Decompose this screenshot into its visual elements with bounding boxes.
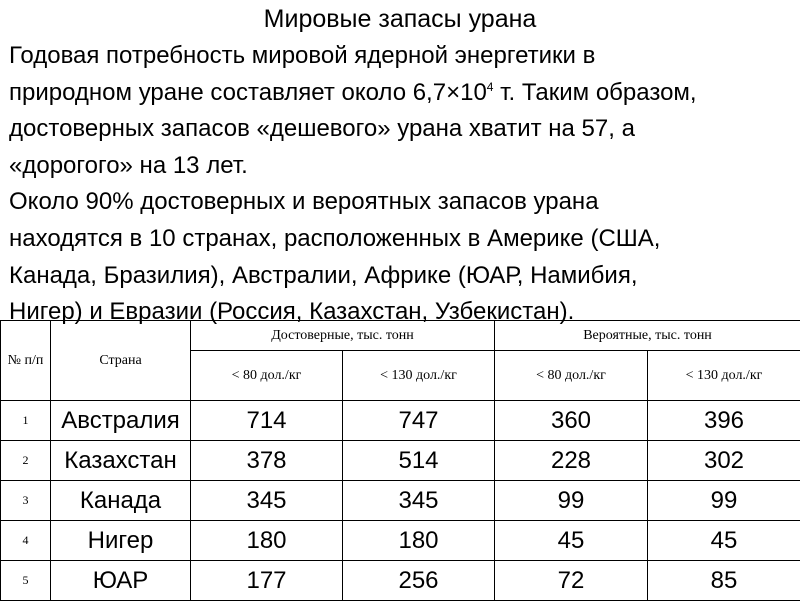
row-number: 1	[1, 401, 51, 441]
probable-under-80-value: 360	[495, 401, 648, 441]
paragraph-1-line-2	[9, 75, 799, 112]
paragraph-1-line-3: достоверных запасов «дешевого» урана хватит на 57, а	[9, 111, 799, 148]
probable-under-80-value: 45	[495, 521, 648, 561]
probable-under-80-value: 228	[495, 441, 648, 481]
country-name: ЮАР	[51, 561, 191, 601]
paragraph-1-line-1: Годовая потребность мировой ядерной энергетики в	[9, 38, 799, 75]
probable-under-130-value: 45	[648, 521, 800, 561]
paragraph-2-line-1: Около 90% достоверных и вероятных запасов урана	[9, 184, 799, 221]
proven-under-80-value: 378	[191, 441, 343, 481]
row-number: 3	[1, 481, 51, 521]
proven-under-80-value: 714	[191, 401, 343, 441]
header-number: № п/п	[1, 321, 51, 401]
line-2-after: т. Таким образом,	[493, 79, 696, 106]
paragraph-1-line-4: «дорогого» на 13 лет.	[9, 148, 799, 185]
header-probable-under-80: < 80 дол./кг	[495, 351, 648, 401]
country-name: Австралия	[51, 401, 191, 441]
probable-under-130-value: 85	[648, 561, 800, 601]
probable-under-80-value: 99	[495, 481, 648, 521]
probable-under-130-value: 396	[648, 401, 800, 441]
row-number: 5	[1, 561, 51, 601]
paragraph-2-line-4: Нигер) и Евразии (Россия, Казахстан, Узбекистан).	[9, 294, 799, 331]
paragraph-2-line-3: Канада, Бразилия), Австралии, Африке (ЮАР, Намибия,	[9, 258, 799, 295]
page-title: Мировые запасы урана	[0, 4, 800, 34]
header-probable-under-130: < 130 дол./кг	[648, 351, 800, 401]
proven-under-80-value: 345	[191, 481, 343, 521]
header-country: Страна	[51, 321, 191, 401]
row-number: 4	[1, 521, 51, 561]
probable-under-130-value: 99	[648, 481, 800, 521]
header-probable: Вероятные, тыс. тонн	[495, 321, 800, 351]
header-proven-under-130: < 130 дол./кг	[343, 351, 495, 401]
proven-under-130-value: 180	[343, 521, 495, 561]
table-row	[1, 401, 800, 441]
uranium-reserves-table	[0, 320, 800, 601]
row-number: 2	[1, 441, 51, 481]
line-2-before: природном уране составляет около 6,7×10	[9, 79, 487, 106]
probable-under-80-value: 72	[495, 561, 648, 601]
table-row	[1, 481, 800, 521]
country-name: Нигер	[51, 521, 191, 561]
probable-under-130-value: 302	[648, 441, 800, 481]
paragraph-2-line-2: находятся в 10 странах, расположенных в Америке (США,	[9, 221, 799, 258]
country-name: Казахстан	[51, 441, 191, 481]
intro-text	[9, 38, 799, 331]
table-row	[1, 521, 800, 561]
proven-under-80-value: 177	[191, 561, 343, 601]
table-row	[1, 561, 800, 601]
header-proven-under-80: < 80 дол./кг	[191, 351, 343, 401]
table-header-row	[1, 321, 800, 351]
country-name: Канада	[51, 481, 191, 521]
proven-under-130-value: 256	[343, 561, 495, 601]
table-row	[1, 441, 800, 481]
proven-under-130-value: 514	[343, 441, 495, 481]
proven-under-80-value: 180	[191, 521, 343, 561]
power-exponent: 4	[487, 80, 494, 94]
proven-under-130-value: 345	[343, 481, 495, 521]
proven-under-130-value: 747	[343, 401, 495, 441]
header-proven: Достоверные, тыс. тонн	[191, 321, 495, 351]
